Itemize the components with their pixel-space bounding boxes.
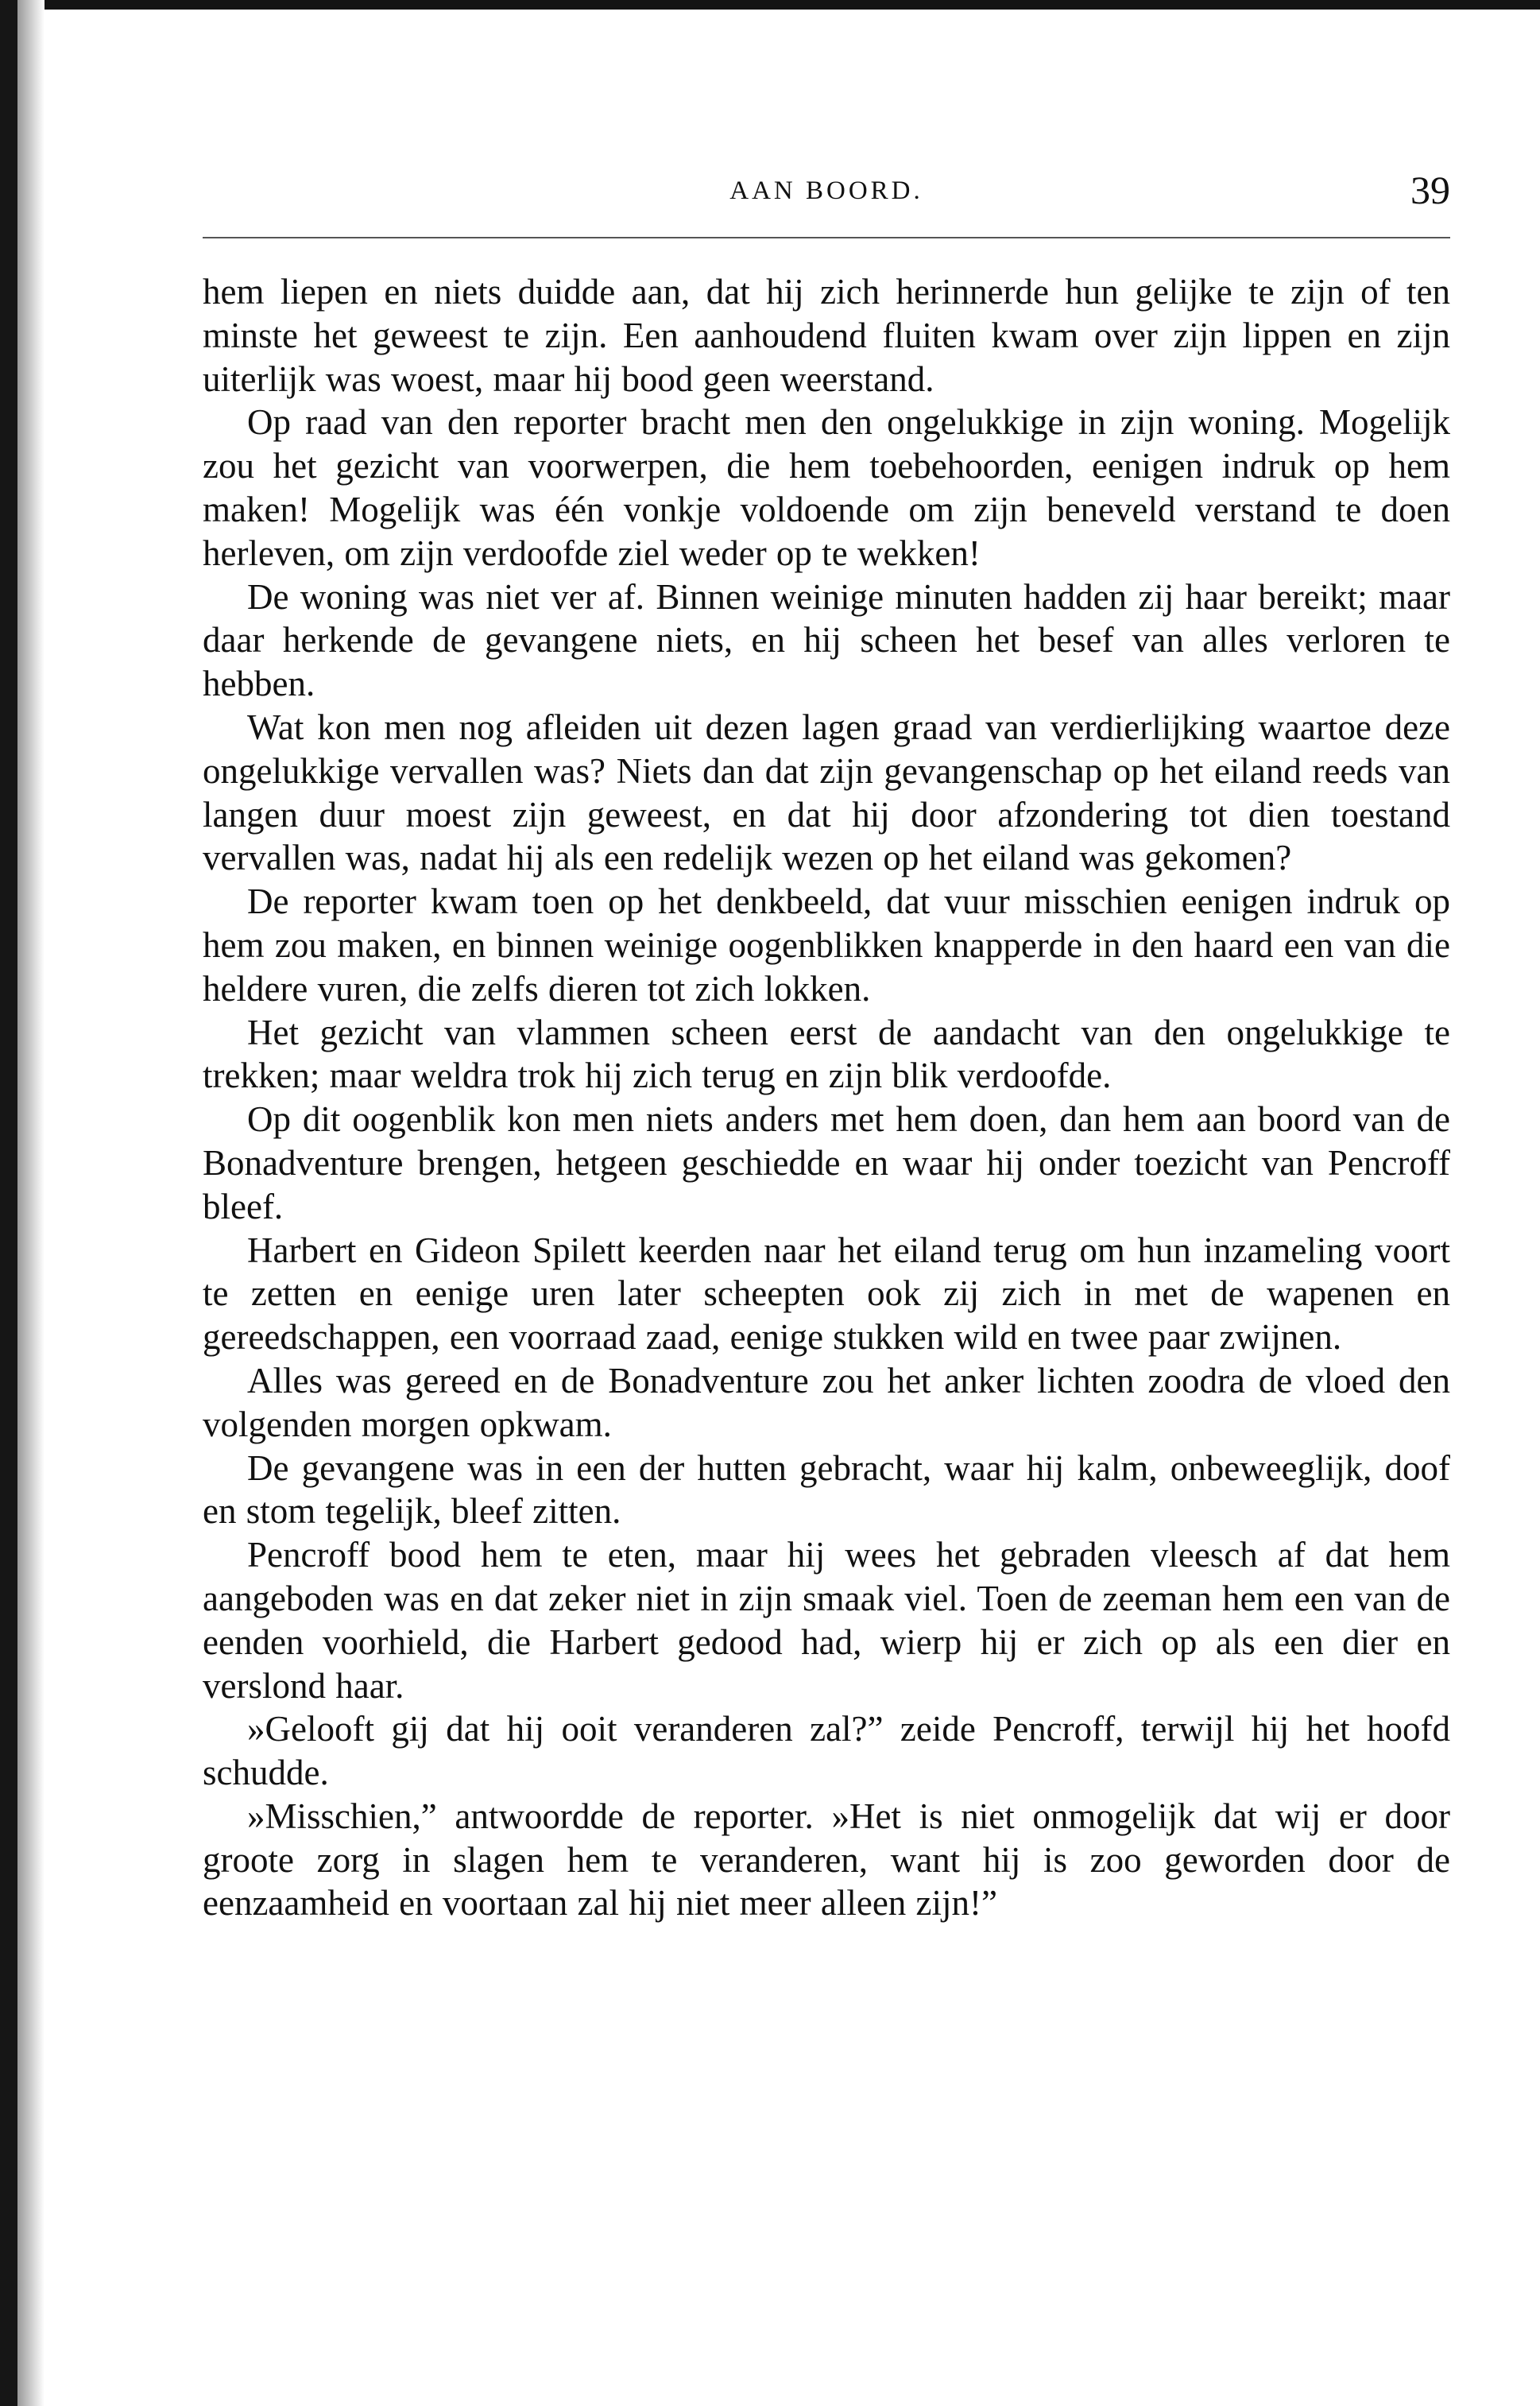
- paragraph: Alles was gereed en de Bonadventure zou het anker lichten zoodra de vloed den volgenden morgen opkwam.: [203, 1360, 1450, 1444]
- running-title: AAN BOORD.: [729, 176, 923, 205]
- paragraph: Pencroff bood hem te eten, maar hij wees het gebraden vleesch af dat hem aangeboden was en dat zeker niet in zijn smaak viel. Toen de zeeman hem een van de eenden voorhield, die Harbert gedood had, wierp hij er zich op als een dier en verslond haar.: [203, 1535, 1450, 1706]
- paragraph: Harbert en Gideon Spilett keerden naar het eiland terug om hun inzameling voort te zetten en eenige uren later scheepten ook zij zich in met de wapenen en gereedschappen, een voorraad zaad, eenige stukken wild en twee paar zwijnen.: [203, 1230, 1450, 1358]
- paragraph: Wat kon men nog afleiden uit dezen lagen graad van verdierlijking waartoe deze ongelukkige vervallen was? Niets dan dat zijn gevangenschap op het eiland reeds van langen duur moest zijn geweest, en dat hij door afzondering tot dien toestand vervallen was, nadat hij als een redelijk wezen op het eiland was gekomen?: [203, 707, 1450, 878]
- scan-edge-top: [0, 0, 1540, 10]
- page-number: 39: [1410, 168, 1450, 212]
- paragraph: Het gezicht van vlammen scheen eerst de aandacht van den ongelukkige te trekken; maar weldra trok hij zich terug en zijn blik verdoofde.: [203, 1012, 1450, 1096]
- page-header: [203, 165, 1450, 221]
- paragraph: hem liepen en niets duidde aan, dat hij zich herinnerde hun gelijke te zijn of ten minste het geweest te zijn. Een aanhoudend fluiten kwam over zijn lippen en zijn uiterlijk was woest, maar hij bood geen weerstand.: [203, 272, 1450, 399]
- scan-edge-shadow: [17, 0, 44, 2406]
- paragraph: Op raad van den reporter bracht men den ongelukkige in zijn woning. Mogelijk zou het gezicht van voorwerpen, die hem toebehoorden, eenigen indruk op hem maken! Mogelijk was één vonkje voldoende om zijn beneveld verstand te doen herleven, om zijn verdoofde ziel weder op te wekken!: [203, 402, 1450, 573]
- body-text: [203, 270, 1450, 1925]
- paragraph: De reporter kwam toen op het denkbeeld, dat vuur misschien eenigen indruk op hem zou maken, en binnen weinige oogenblikken knapperde in den haard een van die heldere vuren, die zelfs dieren tot zich lokken.: [203, 881, 1450, 1009]
- paragraph: »Gelooft gij dat hij ooit veranderen zal?” zeide Pencroff, terwijl hij het hoofd schudde.: [203, 1709, 1450, 1793]
- paragraph: »Misschien,” antwoordde de reporter. »Het is niet onmogelijk dat wij er door groote zorg in slagen hem te veranderen, want hij is zoo geworden door de eenzaamheid en voortaan zal hij niet meer alleen zijn!”: [203, 1796, 1450, 1924]
- scan-edge-left: [0, 0, 17, 2406]
- paragraph: De gevangene was in een der hutten gebracht, waar hij kalm, onbeweeglijk, doof en stom tegelijk, bleef zitten.: [203, 1447, 1450, 1532]
- header-rule: [203, 237, 1450, 238]
- paragraph: De woning was niet ver af. Binnen weinige minuten hadden zij haar bereikt; maar daar herkende de gevangene niets, en hij scheen het besef van alles verloren te hebben.: [203, 576, 1450, 704]
- paragraph: Op dit oogenblik kon men niets anders met hem doen, dan hem aan boord van de Bonadventure brengen, hetgeen geschiedde en waar hij onder toezicht van Pencroff bleef.: [203, 1099, 1450, 1226]
